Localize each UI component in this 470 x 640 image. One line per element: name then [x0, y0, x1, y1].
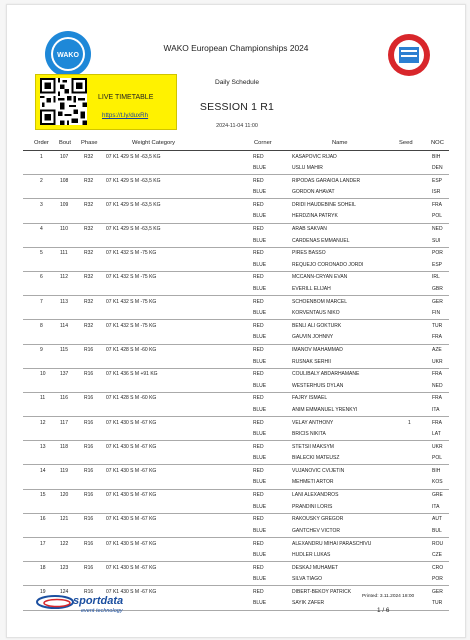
blue-corner-label: BLUE [253, 165, 267, 171]
order-cell: 6 [40, 274, 43, 281]
column-header-weight: Weight Category [132, 140, 176, 146]
red-noc: POR [432, 250, 443, 257]
phase-cell: R32 [84, 153, 94, 160]
weight-category-cell: 07 K1 428 S M -60 KG [106, 395, 157, 402]
blue-noc: ISR [432, 189, 441, 196]
order-cell: 2 [40, 177, 43, 184]
red-fighter-name: DESKAJ MUHAMET [292, 564, 339, 571]
red-fighter-name: ALEXANDRU MIHAI PARASCHIVU [292, 540, 372, 547]
blue-fighter-name: REQUEJO CORONADO JORDI [292, 261, 364, 268]
blue-fighter-name: WESTERHUIS DYLAN [292, 382, 344, 389]
red-noc: AUT [432, 516, 442, 523]
weight-category-cell: 07 K1 430 S M -67 KG [106, 588, 157, 595]
weight-category-cell: 07 K1 432 S M -75 KG [106, 274, 157, 281]
weight-category-cell: 07 K1 430 S M -67 KG [106, 419, 157, 426]
order-cell: 8 [40, 322, 43, 329]
order-cell: 5 [40, 250, 43, 257]
column-header-corner: Corner [254, 140, 272, 146]
blue-corner-label: BLUE [253, 431, 267, 438]
blue-corner-label: BLUE [253, 261, 267, 268]
bout-cell: 108 [60, 177, 69, 184]
column-header-bout: Bout [59, 140, 71, 146]
red-corner-label: RED [253, 250, 264, 257]
sportdata-logo [35, 592, 145, 614]
blue-noc: POR [432, 576, 443, 583]
blue-fighter-name: GAUVIN JOHNNY [292, 334, 334, 341]
phase-cell: R32 [84, 226, 94, 233]
blue-fighter-name: MEHMETI ARTOR [292, 479, 334, 486]
red-corner-label: RED [253, 153, 264, 160]
weight-category-cell: 07 K1 430 S M -67 KG [106, 516, 157, 523]
red-corner-label: RED [253, 347, 264, 353]
table-row [23, 441, 449, 465]
weight-category-cell: 07 K1 432 S M -75 KG [106, 250, 157, 257]
blue-fighter-name: SILVA TIAGO [292, 576, 323, 583]
red-fighter-name: FAJRY ISMAEL [292, 395, 328, 402]
phase-cell: R32 [84, 201, 94, 208]
table-row [23, 369, 449, 393]
weight-category-cell: 07 K1 429 S M -63,5 KG [106, 201, 161, 208]
blue-fighter-name: EVERILL ELIJAH [292, 285, 331, 292]
red-fighter-name: KASAPOVIC RIJAD [292, 153, 337, 160]
session-title: SESSION 1 R1 [199, 101, 275, 113]
order-cell: 3 [40, 201, 43, 208]
red-fighter-name: MCCANN-CRYAN EVAN [292, 274, 348, 281]
bout-cell: 111 [60, 250, 68, 257]
blue-corner-label: BLUE [253, 552, 267, 558]
red-corner-label: RED [253, 540, 264, 547]
red-corner-label: RED [253, 564, 264, 571]
blue-corner-label: BLUE [253, 503, 267, 510]
red-corner-label: RED [253, 298, 264, 305]
order-cell: 15 [40, 492, 46, 499]
red-corner-label: RED [253, 274, 264, 281]
blue-fighter-name: GORDON AHAVAT [292, 189, 335, 196]
phase-cell: R16 [84, 516, 94, 523]
weight-category-cell: 07 K1 430 S M -67 KG [106, 564, 157, 571]
table-row [23, 199, 449, 223]
red-noc: FRA [432, 201, 442, 208]
weight-category-cell: 07 K1 429 S M -63,5 KG [106, 226, 161, 233]
blue-noc: ESP [432, 261, 443, 268]
red-fighter-name: DIBERT-BEKOY PATRICK [292, 588, 352, 595]
session-datetime: 2024-11-04 11:00 [216, 123, 258, 129]
blue-corner-label: BLUE [253, 527, 267, 534]
page-title: WAKO European Championships 2024 [163, 43, 309, 53]
blue-noc: POL [432, 213, 443, 220]
table-row [23, 272, 449, 296]
sportdata-tagline: event technology [81, 608, 123, 614]
blue-corner-label: BLUE [253, 310, 267, 317]
table-row [23, 175, 449, 199]
schedule-title: Daily Schedule [215, 79, 259, 86]
red-fighter-name: VELAY ANTHONY [292, 419, 334, 426]
table-row [23, 417, 449, 441]
weight-category-cell: 07 K1 436 S M +91 KG [106, 371, 158, 378]
red-noc: CRO [432, 564, 444, 571]
blue-corner-label: BLUE [253, 455, 267, 462]
bout-cell: 118 [60, 443, 68, 450]
red-fighter-name: RIPODAS GARAIOA LANDER [292, 177, 361, 184]
qr-code-icon[interactable] [40, 78, 87, 125]
weight-category-cell: 07 K1 428 S M -60 KG [106, 347, 157, 353]
red-fighter-name: RAKOUSKY GREGOR [292, 516, 344, 523]
live-timetable-link[interactable]: https://t.ly/duxRh [102, 112, 149, 119]
bout-cell: 117 [60, 419, 68, 426]
order-cell: 9 [40, 347, 43, 353]
red-corner-label: RED [253, 443, 264, 450]
table-row [23, 538, 449, 562]
blue-fighter-name: GANTCHEV VICTOR [292, 527, 340, 534]
blue-fighter-name: PRANDINI LORIS [292, 503, 333, 510]
blue-corner-label: BLUE [253, 237, 267, 244]
phase-cell: R16 [84, 347, 94, 353]
bout-cell: 114 [60, 322, 68, 329]
red-noc: BIH [432, 153, 441, 160]
bout-cell: 113 [60, 298, 68, 305]
schedule-page [6, 4, 466, 638]
live-timetable-box [35, 74, 177, 130]
blue-fighter-name: RUSNAK SERHII [292, 358, 331, 365]
weight-category-cell: 07 K1 429 S M -63,5 KG [106, 177, 161, 184]
weight-category-cell: 07 K1 429 S M -63,5 KG [106, 153, 161, 160]
table-row [23, 248, 449, 272]
order-cell: 11 [40, 395, 46, 402]
red-fighter-name: ARAB SAKVAN [292, 226, 327, 233]
blue-fighter-name: ANIM EMMANUEL YRENKYI [292, 406, 358, 413]
wako-logo [43, 29, 93, 79]
phase-cell: R16 [84, 564, 94, 571]
table-row [23, 345, 449, 369]
blue-noc: ITA [432, 406, 440, 413]
blue-corner-label: BLUE [253, 285, 267, 292]
blue-fighter-name: BIALECKI MATEUSZ [292, 455, 340, 462]
phase-cell: R16 [84, 419, 94, 426]
table-row [23, 490, 449, 514]
red-fighter-name: SCHOENBOM MARCEL [292, 298, 348, 305]
bout-cell: 116 [60, 395, 68, 402]
table-row [23, 296, 449, 320]
live-timetable-label: LIVE TIMETABLE [98, 94, 154, 101]
phase-cell: R32 [84, 322, 94, 329]
blue-noc: LAT [432, 431, 441, 438]
federation-logo [387, 33, 431, 77]
red-noc: AZE [432, 347, 442, 353]
red-noc: BIH [432, 467, 441, 474]
phase-cell: R16 [84, 540, 94, 547]
phase-cell: R16 [84, 492, 94, 499]
blue-noc: SUI [432, 237, 441, 244]
red-noc: ROU [432, 540, 444, 547]
blue-noc: DEN [432, 165, 443, 171]
red-noc: FRA [432, 395, 442, 402]
blue-corner-label: BLUE [253, 358, 267, 365]
order-cell: 1 [40, 153, 43, 160]
red-fighter-name: VUJANOVIC CVIJETIN [292, 467, 345, 474]
weight-category-cell: 07 K1 432 S M -75 KG [106, 298, 157, 305]
column-header-phase: Phase [81, 140, 98, 146]
column-header-noc: NOC [431, 140, 444, 146]
red-noc: UKR [432, 443, 443, 450]
weight-category-cell: 07 K1 430 S M -67 KG [106, 540, 157, 547]
weight-category-cell: 07 K1 432 S M -75 KG [106, 322, 157, 329]
red-fighter-name: BENLI ALI GOKTURK [292, 322, 342, 329]
red-noc: ESP [432, 177, 443, 184]
phase-cell: R16 [84, 395, 94, 402]
bout-cell: 120 [60, 492, 69, 499]
red-corner-label: RED [253, 177, 264, 184]
red-fighter-name: DRIDI HAUDEBINE SOHEIL [292, 201, 356, 208]
blue-fighter-name: SAYIK ZAFER [292, 600, 325, 607]
blue-corner-label: BLUE [253, 600, 267, 607]
order-cell: 12 [40, 419, 46, 426]
svg-text:WAKO: WAKO [57, 52, 79, 59]
blue-noc: ITA [432, 503, 440, 510]
red-noc: TUR [432, 322, 443, 329]
blue-noc: UKR [432, 358, 443, 365]
blue-corner-label: BLUE [253, 334, 267, 341]
blue-noc: CZE [432, 552, 442, 558]
sportdata-brand: sportdata [73, 595, 124, 607]
order-cell: 4 [40, 226, 43, 233]
blue-fighter-name: KORVENTAUS NIKO [292, 310, 340, 317]
table-row [23, 320, 449, 344]
phase-cell: R16 [84, 588, 94, 595]
column-header-seed: Seed [399, 140, 413, 146]
bout-cell: 122 [60, 540, 69, 547]
red-noc: GER [432, 588, 443, 595]
weight-category-cell: 07 K1 430 S M -67 KG [106, 492, 157, 499]
red-corner-label: RED [253, 201, 264, 208]
bout-cell: 112 [60, 274, 68, 281]
red-corner-label: RED [253, 588, 264, 595]
phase-cell: R16 [84, 371, 94, 378]
red-corner-label: RED [253, 371, 264, 378]
printed-timestamp: Printed: 3.11.2024 18:00 [362, 594, 415, 599]
red-corner-label: RED [253, 226, 264, 233]
weight-category-cell: 07 K1 430 S M -67 KG [106, 467, 157, 474]
blue-noc: NED [432, 382, 443, 389]
red-corner-label: RED [253, 492, 264, 499]
table-row [23, 151, 449, 175]
order-cell: 10 [40, 371, 46, 378]
bout-cell: 121 [60, 516, 69, 523]
red-corner-label: RED [253, 322, 264, 329]
blue-noc: KOS [432, 479, 443, 486]
table-row [23, 562, 449, 586]
table-row [23, 393, 449, 417]
phase-cell: R32 [84, 274, 94, 281]
page-number: 1 / 6 [377, 607, 390, 614]
bout-cell: 137 [60, 371, 69, 378]
blue-noc: GBR [432, 285, 443, 292]
order-cell: 7 [40, 298, 43, 305]
bout-cell: 124 [60, 588, 69, 595]
red-noc: IRL [432, 274, 440, 281]
red-noc: NED [432, 226, 443, 233]
bout-cell: 119 [60, 467, 68, 474]
order-cell: 18 [40, 564, 46, 571]
bout-cell: 107 [60, 153, 69, 160]
blue-fighter-name: BRICIS NIKITA [292, 431, 326, 438]
column-header-name: Name [332, 140, 348, 146]
red-corner-label: RED [253, 419, 264, 426]
phase-cell: R32 [84, 298, 94, 305]
red-noc: GRE [432, 492, 443, 499]
blue-fighter-name: HERDZINA PATRYK [292, 213, 338, 220]
order-cell: 19 [40, 588, 46, 595]
phase-cell: R32 [84, 250, 94, 257]
red-fighter-name: COULIBALY ABDARHAMANE [292, 371, 360, 378]
phase-cell: R16 [84, 443, 94, 450]
blue-noc: FRA [432, 334, 442, 341]
red-fighter-name: PIRES BASSO [292, 250, 326, 257]
red-corner-label: RED [253, 395, 264, 402]
phase-cell: R32 [84, 177, 94, 184]
blue-fighter-name: USLU MAHIR [292, 165, 323, 171]
order-cell: 14 [40, 467, 46, 474]
red-fighter-name: STETSII MAKSYM [292, 443, 334, 450]
order-cell: 17 [40, 540, 46, 547]
bout-cell: 110 [60, 226, 68, 233]
red-fighter-name: IMANOV MAHAMMAD [292, 347, 343, 353]
blue-noc: TUR [432, 600, 443, 607]
blue-fighter-name: HUDLER LUKAS [292, 552, 331, 558]
bout-cell: 123 [60, 564, 69, 571]
order-cell: 16 [40, 516, 46, 523]
blue-noc: POL [432, 455, 443, 462]
blue-fighter-name: CARDENAS EMMANUEL [292, 237, 350, 244]
bout-cell: 109 [60, 201, 69, 208]
blue-corner-label: BLUE [253, 382, 267, 389]
column-header-order: Order [34, 140, 49, 146]
blue-corner-label: BLUE [253, 189, 267, 196]
red-corner-label: RED [253, 467, 264, 474]
blue-corner-label: BLUE [253, 479, 267, 486]
blue-corner-label: BLUE [253, 576, 267, 583]
table-row [23, 224, 449, 248]
red-seed: 1 [408, 419, 411, 426]
weight-category-cell: 07 K1 430 S M -67 KG [106, 443, 157, 450]
table-header [23, 140, 449, 151]
phase-cell: R16 [84, 467, 94, 474]
red-corner-label: RED [253, 516, 264, 523]
blue-corner-label: BLUE [253, 213, 267, 220]
blue-corner-label: BLUE [253, 406, 267, 413]
blue-noc: FIN [432, 310, 441, 317]
bout-cell: 115 [60, 347, 68, 353]
red-noc: FRA [432, 371, 442, 378]
red-fighter-name: LANI ALEXANDROS [292, 492, 339, 499]
table-row [23, 514, 449, 538]
red-noc: GER [432, 298, 443, 305]
blue-noc: BUL [432, 527, 442, 534]
red-noc: FRA [432, 419, 442, 426]
schedule-table [23, 151, 449, 611]
order-cell: 13 [40, 443, 46, 450]
table-row [23, 465, 449, 489]
